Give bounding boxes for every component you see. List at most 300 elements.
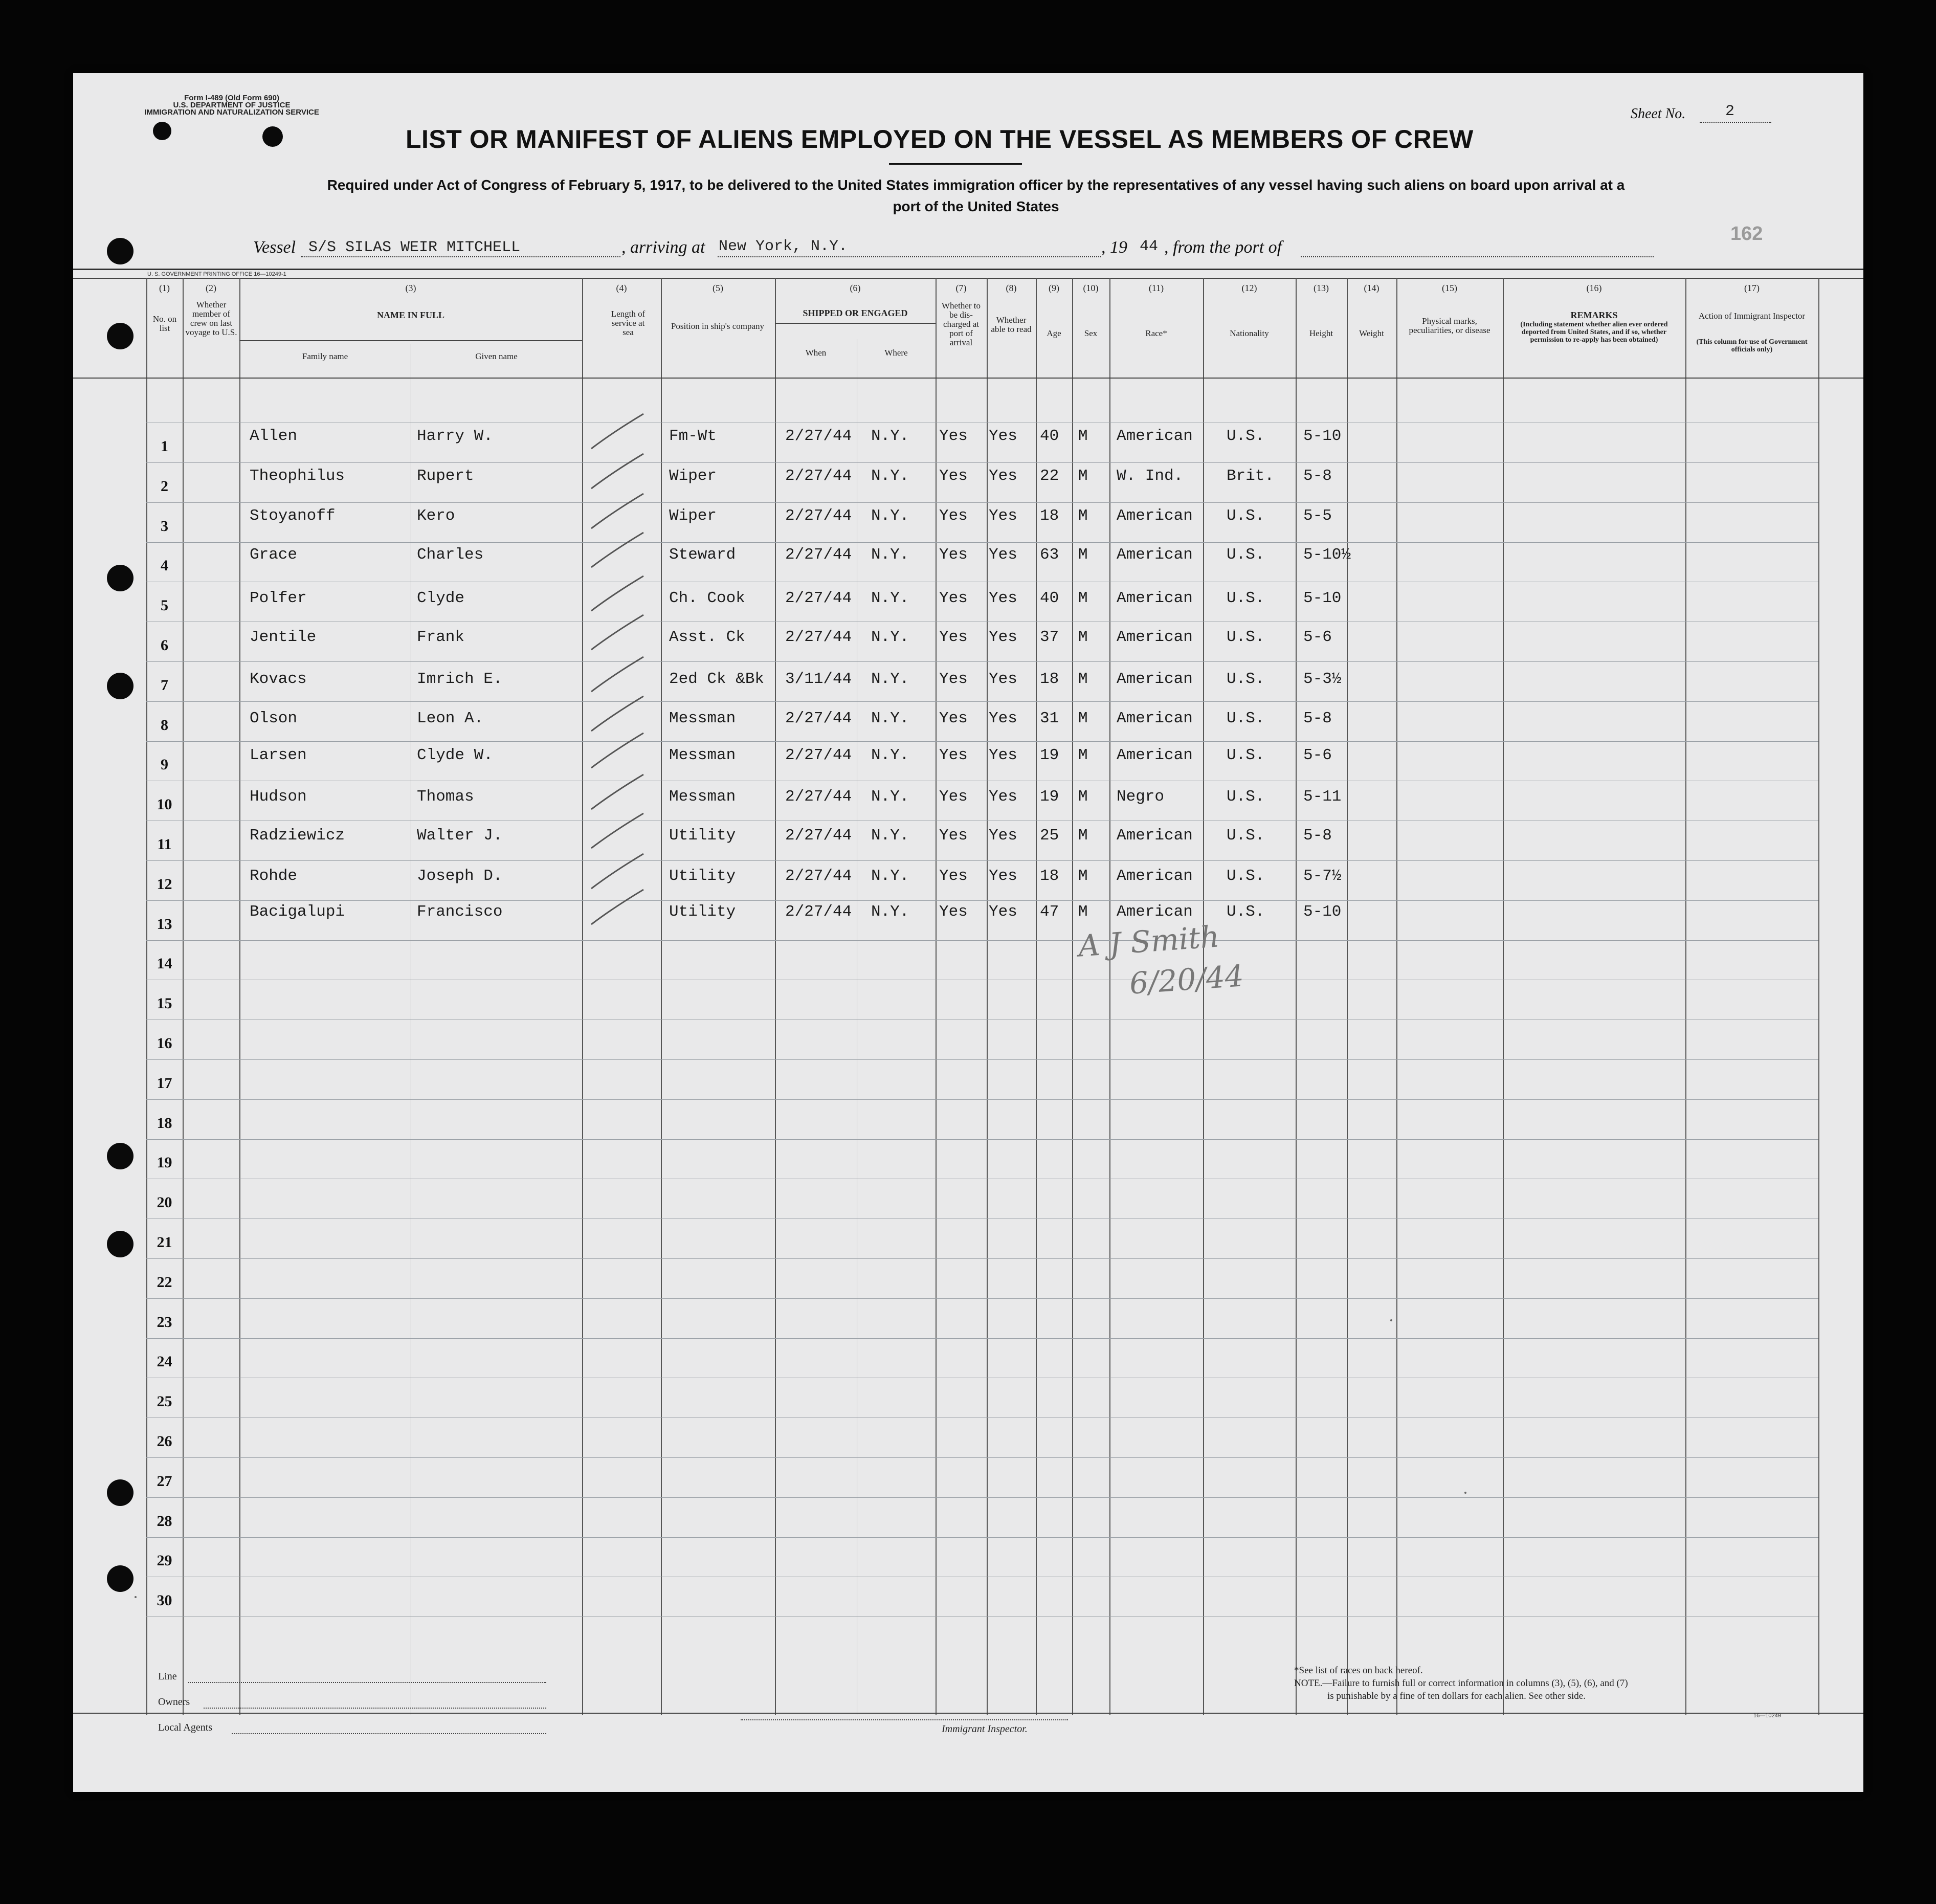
crew-position-cell: Utility bbox=[669, 867, 736, 885]
arriving-label: , arriving at bbox=[621, 238, 705, 257]
crew-sex-cell: M bbox=[1078, 589, 1088, 607]
crew-race-cell: American bbox=[1117, 867, 1193, 885]
inspector-label: Immigrant Inspector. bbox=[942, 1723, 1028, 1735]
punch-hole bbox=[107, 1143, 133, 1169]
service-checkmark bbox=[591, 494, 643, 528]
crew-race-cell: American bbox=[1117, 670, 1193, 688]
crew-nationality-cell: U.S. bbox=[1227, 827, 1265, 845]
col-header-physical-marks: Physical marks, peculiarities, or disease bbox=[1409, 316, 1490, 335]
crew-read-cell: Yes bbox=[989, 710, 1017, 727]
crew-given-cell: Joseph D. bbox=[417, 867, 503, 885]
col-header-height: Height bbox=[1309, 328, 1333, 338]
row-number: 30 bbox=[157, 1592, 172, 1609]
crew-discharged-cell: Yes bbox=[939, 507, 968, 525]
row-rule bbox=[146, 1338, 1818, 1339]
crew-family-cell: Kovacs bbox=[250, 670, 307, 688]
row-rule bbox=[146, 462, 1818, 463]
service-checkmark bbox=[591, 576, 643, 611]
crew-family-cell: Bacigalupi bbox=[250, 903, 345, 921]
crew-height-cell: 5-8 bbox=[1303, 467, 1332, 485]
sheet-line bbox=[1700, 122, 1771, 123]
crew-when-cell: 2/27/44 bbox=[785, 746, 852, 764]
crew-race-cell: American bbox=[1117, 710, 1193, 727]
crew-sex-cell: M bbox=[1078, 903, 1088, 921]
requirement-text bbox=[170, 174, 1782, 217]
col-header-age: Age bbox=[1047, 328, 1061, 338]
service-checkmark bbox=[591, 454, 643, 489]
crew-family-cell: Stoyanoff bbox=[250, 507, 336, 525]
row-rule bbox=[146, 1258, 1818, 1259]
col-number: (7) bbox=[955, 283, 967, 293]
crew-given-cell: Imrich E. bbox=[417, 670, 503, 688]
crew-family-cell: Radziewicz bbox=[250, 827, 345, 845]
crew-family-cell: Hudson bbox=[250, 788, 307, 806]
crew-age-cell: 18 bbox=[1040, 867, 1059, 885]
col-header-position: Position in ship's company bbox=[671, 321, 765, 331]
column-divider bbox=[1396, 278, 1397, 1715]
crew-read-cell: Yes bbox=[989, 827, 1017, 845]
column-divider bbox=[661, 278, 662, 1715]
col-header-name: NAME IN FULL bbox=[376, 310, 444, 320]
row-number: 21 bbox=[157, 1234, 172, 1251]
crew-given-cell: Francisco bbox=[417, 903, 503, 921]
crew-nationality-cell: U.S. bbox=[1227, 507, 1265, 525]
crew-height-cell: 5-10 bbox=[1303, 589, 1342, 607]
arriving-line bbox=[718, 256, 1101, 257]
crew-where-cell: N.Y. bbox=[871, 628, 909, 646]
crew-sex-cell: M bbox=[1078, 467, 1088, 485]
column-divider bbox=[183, 278, 184, 1715]
punch-hole bbox=[107, 238, 133, 264]
crew-when-cell: 2/27/44 bbox=[785, 467, 852, 485]
crew-height-cell: 5-6 bbox=[1303, 628, 1332, 646]
vessel-name: S/S SILAS WEIR MITCHELL bbox=[308, 239, 521, 256]
row-number: 3 bbox=[161, 517, 168, 535]
service-checkmark bbox=[591, 657, 643, 692]
crew-given-cell: Harry W. bbox=[417, 427, 493, 445]
crew-discharged-cell: Yes bbox=[939, 467, 968, 485]
crew-given-cell: Walter J. bbox=[417, 827, 503, 845]
crew-where-cell: N.Y. bbox=[871, 670, 909, 688]
crew-given-cell: Kero bbox=[417, 507, 455, 525]
crew-read-cell: Yes bbox=[989, 546, 1017, 564]
row-number: 25 bbox=[157, 1393, 172, 1410]
service-checkmark bbox=[591, 813, 643, 848]
crew-nationality-cell: Brit. bbox=[1227, 467, 1275, 485]
arriving-port: New York, N.Y. bbox=[719, 238, 848, 255]
service-checkmark bbox=[591, 615, 643, 650]
crew-nationality-cell: U.S. bbox=[1227, 670, 1265, 688]
crew-where-cell: N.Y. bbox=[871, 746, 909, 764]
column-divider bbox=[1685, 278, 1686, 1715]
crew-height-cell: 5-8 bbox=[1303, 710, 1332, 727]
row-number: 12 bbox=[157, 875, 172, 893]
service-checkmark bbox=[591, 533, 643, 567]
year-value: 44 bbox=[1140, 238, 1159, 255]
row-number: 9 bbox=[161, 756, 168, 773]
crew-sex-cell: M bbox=[1078, 827, 1088, 845]
col-header-discharged: Whether to be dis-charged at port of arrival bbox=[942, 301, 981, 347]
crew-where-cell: N.Y. bbox=[871, 507, 909, 525]
row-rule bbox=[146, 1298, 1818, 1299]
col-header-remarks-note: (Including statement whether alien ever ordered deported from United States, and if so, whether permission to re-apply has been obtained) bbox=[1520, 321, 1668, 344]
crew-when-cell: 2/27/44 bbox=[785, 867, 852, 885]
crew-when-cell: 2/27/44 bbox=[785, 788, 852, 806]
service-checkmark bbox=[591, 890, 643, 924]
crew-race-cell: American bbox=[1117, 903, 1193, 921]
column-divider bbox=[1818, 278, 1819, 1715]
crew-height-cell: 5-5 bbox=[1303, 507, 1332, 525]
crew-sex-cell: M bbox=[1078, 867, 1088, 885]
punch-hole bbox=[262, 126, 283, 147]
crew-height-cell: 5-10½ bbox=[1303, 546, 1351, 564]
col-header-last-voyage: Whether member of crew on last voyage to U.S. bbox=[185, 300, 237, 337]
crew-read-cell: Yes bbox=[989, 746, 1017, 764]
crew-sex-cell: M bbox=[1078, 710, 1088, 727]
column-divider bbox=[239, 278, 240, 1715]
department: U.S. DEPARTMENT OF JUSTICE bbox=[173, 101, 291, 109]
line-field bbox=[188, 1682, 546, 1683]
punch-hole bbox=[107, 565, 133, 591]
crew-family-cell: Grace bbox=[250, 546, 298, 564]
crew-discharged-cell: Yes bbox=[939, 903, 968, 921]
row-rule bbox=[146, 1537, 1818, 1538]
row-number: 23 bbox=[157, 1313, 172, 1331]
crew-nationality-cell: U.S. bbox=[1227, 903, 1265, 921]
crew-age-cell: 63 bbox=[1040, 546, 1059, 564]
crew-nationality-cell: U.S. bbox=[1227, 427, 1265, 445]
col-number: (11) bbox=[1148, 283, 1164, 293]
punch-hole bbox=[107, 1231, 133, 1257]
requirement-line: port of the United States bbox=[893, 198, 1059, 214]
crew-sex-cell: M bbox=[1078, 746, 1088, 764]
crew-age-cell: 18 bbox=[1040, 507, 1059, 525]
col-header-nationality: Nationality bbox=[1230, 328, 1269, 338]
crew-nationality-cell: U.S. bbox=[1227, 867, 1265, 885]
crew-nationality-cell: U.S. bbox=[1227, 628, 1265, 646]
crew-position-cell: Asst. Ck bbox=[669, 628, 745, 646]
row-number: 10 bbox=[157, 796, 172, 813]
crew-family-cell: Theophilus bbox=[250, 467, 345, 485]
crew-given-cell: Frank bbox=[417, 628, 465, 646]
crew-sex-cell: M bbox=[1078, 628, 1088, 646]
crew-age-cell: 47 bbox=[1040, 903, 1059, 921]
crew-family-cell: Jentile bbox=[250, 628, 317, 646]
service: IMMIGRATION AND NATURALIZATION SERVICE bbox=[144, 108, 319, 117]
crew-sex-cell: M bbox=[1078, 427, 1088, 445]
crew-when-cell: 2/27/44 bbox=[785, 628, 852, 646]
service-checkmark bbox=[591, 854, 643, 889]
crew-read-cell: Yes bbox=[989, 628, 1017, 646]
crew-read-cell: Yes bbox=[989, 467, 1017, 485]
crew-discharged-cell: Yes bbox=[939, 628, 968, 646]
row-number: 5 bbox=[161, 597, 168, 614]
crew-where-cell: N.Y. bbox=[871, 589, 909, 607]
service-checkmark bbox=[591, 696, 643, 731]
row-rule bbox=[146, 542, 1818, 543]
crew-given-cell: Thomas bbox=[417, 788, 474, 806]
crew-age-cell: 19 bbox=[1040, 746, 1059, 764]
crew-height-cell: 5-8 bbox=[1303, 827, 1332, 845]
col-header-sex: Sex bbox=[1084, 328, 1098, 338]
form-id bbox=[140, 95, 324, 116]
row-rule bbox=[146, 860, 1818, 861]
crew-age-cell: 22 bbox=[1040, 467, 1059, 485]
service-checkmark bbox=[591, 733, 643, 768]
col-header-inspector-action: Action of Immigrant Inspector bbox=[1698, 311, 1806, 321]
crew-position-cell: Utility bbox=[669, 903, 736, 921]
crew-age-cell: 31 bbox=[1040, 710, 1059, 727]
punch-hole bbox=[153, 122, 171, 140]
crew-when-cell: 2/27/44 bbox=[785, 589, 852, 607]
crew-race-cell: W. Ind. bbox=[1117, 467, 1184, 485]
col-number: (10) bbox=[1083, 283, 1099, 293]
row-rule bbox=[146, 940, 1818, 941]
crew-discharged-cell: Yes bbox=[939, 788, 968, 806]
column-divider bbox=[1503, 278, 1504, 1715]
form-code: 16—10249 bbox=[1753, 1713, 1781, 1719]
column-divider bbox=[775, 278, 776, 1715]
crew-when-cell: 2/27/44 bbox=[785, 710, 852, 727]
row-rule bbox=[146, 701, 1818, 702]
col-header-remarks: REMARKS bbox=[1570, 310, 1618, 320]
col-header-service: Length of service at sea bbox=[611, 309, 646, 337]
row-number: 14 bbox=[157, 955, 172, 972]
crew-discharged-cell: Yes bbox=[939, 827, 968, 845]
crew-discharged-cell: Yes bbox=[939, 589, 968, 607]
crew-discharged-cell: Yes bbox=[939, 546, 968, 564]
crew-family-cell: Allen bbox=[250, 427, 298, 445]
owners-field bbox=[204, 1708, 546, 1709]
crew-read-cell: Yes bbox=[989, 427, 1017, 445]
row-number: 29 bbox=[157, 1552, 172, 1569]
row-number: 8 bbox=[161, 716, 168, 734]
col-number: (1) bbox=[159, 283, 170, 293]
col-header-shipped: SHIPPED OR ENGAGED bbox=[803, 308, 908, 318]
crew-read-cell: Yes bbox=[989, 589, 1017, 607]
row-rule bbox=[146, 1099, 1818, 1100]
crew-race-cell: American bbox=[1117, 827, 1193, 845]
crew-age-cell: 19 bbox=[1040, 788, 1059, 806]
col-header-when: When bbox=[805, 348, 827, 358]
crew-position-cell: Steward bbox=[669, 546, 736, 564]
row-number: 28 bbox=[157, 1512, 172, 1530]
col-number: (9) bbox=[1049, 283, 1059, 293]
crew-discharged-cell: Yes bbox=[939, 867, 968, 885]
col-number: (8) bbox=[1006, 283, 1017, 293]
row-number: 2 bbox=[161, 477, 168, 495]
race-footnote: *See list of races on back hereof. bbox=[1294, 1665, 1423, 1676]
crew-age-cell: 40 bbox=[1040, 427, 1059, 445]
crew-read-cell: Yes bbox=[989, 788, 1017, 806]
crew-position-cell: Fm-Wt bbox=[669, 427, 717, 445]
subheader-rule bbox=[775, 323, 936, 324]
col-header-where: Where bbox=[884, 348, 908, 358]
col-header-family-name: Family name bbox=[302, 351, 348, 361]
row-rule bbox=[146, 1497, 1818, 1498]
row-number: 27 bbox=[157, 1472, 172, 1490]
crew-height-cell: 5-7½ bbox=[1303, 867, 1342, 885]
row-rule bbox=[146, 502, 1818, 503]
column-divider bbox=[1203, 278, 1204, 1715]
row-number: 15 bbox=[157, 995, 172, 1012]
line-label: Line bbox=[158, 1671, 177, 1682]
page-title: LIST OR MANIFEST OF ALIENS EMPLOYED ON THE VESSEL AS MEMBERS OF CREW bbox=[406, 125, 1474, 153]
crew-where-cell: N.Y. bbox=[871, 546, 909, 564]
crew-when-cell: 2/27/44 bbox=[785, 827, 852, 845]
row-number: 26 bbox=[157, 1433, 172, 1450]
crew-sex-cell: M bbox=[1078, 546, 1088, 564]
crew-position-cell: Wiper bbox=[669, 507, 717, 525]
col-number: (5) bbox=[713, 283, 723, 293]
crew-when-cell: 2/27/44 bbox=[785, 546, 852, 564]
crew-race-cell: American bbox=[1117, 546, 1193, 564]
crew-read-cell: Yes bbox=[989, 507, 1017, 525]
row-number: 1 bbox=[161, 438, 168, 455]
col-header-no: No. on list bbox=[152, 314, 177, 333]
crew-position-cell: Ch. Cook bbox=[669, 589, 745, 607]
row-rule bbox=[146, 900, 1818, 901]
crew-where-cell: N.Y. bbox=[871, 903, 909, 921]
crew-age-cell: 37 bbox=[1040, 628, 1059, 646]
crew-given-cell: Clyde W. bbox=[417, 746, 493, 764]
crew-read-cell: Yes bbox=[989, 903, 1017, 921]
row-number: 20 bbox=[157, 1194, 172, 1211]
crew-race-cell: Negro bbox=[1117, 788, 1165, 806]
col-number: (4) bbox=[616, 283, 627, 293]
header-rule bbox=[73, 278, 1863, 279]
crew-race-cell: American bbox=[1117, 628, 1193, 646]
handwritten-signature: A J Smith bbox=[1077, 919, 1220, 964]
row-number: 7 bbox=[161, 676, 168, 694]
col-header-inspector-note: (This column for use of Government officials only) bbox=[1696, 338, 1808, 353]
form-number: Form I-489 (Old Form 690) bbox=[184, 94, 279, 102]
col-number: (15) bbox=[1442, 283, 1457, 293]
column-divider bbox=[1072, 278, 1073, 1715]
crew-sex-cell: M bbox=[1078, 507, 1088, 525]
local-agents-field bbox=[232, 1733, 546, 1734]
column-divider bbox=[936, 278, 937, 1715]
stray-mark bbox=[1464, 1492, 1466, 1494]
punch-hole bbox=[107, 1479, 133, 1506]
header-bottom-rule bbox=[73, 378, 1863, 379]
crew-nationality-cell: U.S. bbox=[1227, 746, 1265, 764]
table-bottom-rule bbox=[73, 1713, 1863, 1714]
crew-when-cell: 2/27/44 bbox=[785, 427, 852, 445]
col-number: (2) bbox=[206, 283, 216, 293]
row-number: 4 bbox=[161, 557, 168, 574]
crew-nationality-cell: U.S. bbox=[1227, 788, 1265, 806]
col-header-race: Race* bbox=[1145, 328, 1167, 338]
crew-height-cell: 5-10 bbox=[1303, 903, 1342, 921]
sheet-number: 2 bbox=[1725, 103, 1735, 120]
row-number: 18 bbox=[157, 1114, 172, 1132]
row-number: 22 bbox=[157, 1273, 172, 1291]
crew-sex-cell: M bbox=[1078, 788, 1088, 806]
from-port-label: , from the port of bbox=[1164, 238, 1282, 257]
col-number: (17) bbox=[1744, 283, 1760, 293]
from-port-line bbox=[1301, 256, 1654, 257]
stamp-number: 162 bbox=[1730, 223, 1763, 245]
col-number: (12) bbox=[1241, 283, 1257, 293]
crew-sex-cell: M bbox=[1078, 670, 1088, 688]
crew-discharged-cell: Yes bbox=[939, 746, 968, 764]
col-number: (16) bbox=[1586, 283, 1602, 293]
crew-when-cell: 2/27/44 bbox=[785, 903, 852, 921]
service-checkmarks bbox=[582, 380, 661, 994]
punch-hole bbox=[107, 323, 133, 349]
column-divider bbox=[1109, 278, 1110, 1715]
penalty-note-cont: is punishable by a fine of ten dollars for each alien. See other side. bbox=[1327, 1691, 1586, 1701]
crew-position-cell: Messman bbox=[669, 710, 736, 727]
service-checkmark bbox=[591, 774, 643, 809]
row-rule bbox=[146, 661, 1818, 662]
subheader-rule bbox=[239, 340, 582, 341]
crew-given-cell: Charles bbox=[417, 546, 484, 564]
row-number: 24 bbox=[157, 1353, 172, 1370]
vessel-line bbox=[301, 256, 620, 257]
crew-where-cell: N.Y. bbox=[871, 827, 909, 845]
row-rule bbox=[146, 741, 1818, 742]
crew-height-cell: 5-6 bbox=[1303, 746, 1332, 764]
crew-race-cell: American bbox=[1117, 746, 1193, 764]
crew-nationality-cell: U.S. bbox=[1227, 710, 1265, 727]
col-number: (14) bbox=[1364, 283, 1379, 293]
manifest-sheet bbox=[73, 73, 1863, 1792]
crew-age-cell: 18 bbox=[1040, 670, 1059, 688]
vessel-label: Vessel bbox=[253, 238, 296, 257]
stray-mark bbox=[1390, 1319, 1392, 1321]
inspector-signature-line bbox=[741, 1719, 1068, 1720]
year-label: , 19 bbox=[1101, 238, 1127, 257]
crew-where-cell: N.Y. bbox=[871, 427, 909, 445]
printing-office: U. S. GOVERNMENT PRINTING OFFICE 16—10249-1 bbox=[147, 271, 286, 277]
row-number: 6 bbox=[161, 637, 168, 654]
crew-position-cell: 2ed Ck &Bk bbox=[669, 670, 765, 688]
column-divider bbox=[987, 278, 988, 1715]
handwritten-date: 6/20/44 bbox=[1128, 958, 1245, 1001]
crew-when-cell: 3/11/44 bbox=[785, 670, 852, 688]
row-rule bbox=[146, 1457, 1818, 1458]
crew-position-cell: Utility bbox=[669, 827, 736, 845]
crew-age-cell: 25 bbox=[1040, 827, 1059, 845]
row-number: 17 bbox=[157, 1074, 172, 1092]
crew-race-cell: American bbox=[1117, 589, 1193, 607]
penalty-note: NOTE.—Failure to furnish full or correct information in columns (3), (5), (6), and (7) bbox=[1294, 1678, 1628, 1689]
title-rule bbox=[889, 163, 1022, 165]
requirement-line: Required under Act of Congress of February 5, 1917, to be delivered to the United States immigration officer by the representatives of any vessel having such aliens on board upon arrival at a bbox=[327, 177, 1625, 193]
crew-family-cell: Larsen bbox=[250, 746, 307, 764]
sheet-label: Sheet No. bbox=[1631, 106, 1686, 122]
col-header-weight: Weight bbox=[1359, 328, 1384, 338]
col-header-given-name: Given name bbox=[475, 351, 518, 361]
crew-where-cell: N.Y. bbox=[871, 710, 909, 727]
crew-discharged-cell: Yes bbox=[939, 710, 968, 727]
crew-given-cell: Clyde bbox=[417, 589, 465, 607]
crew-discharged-cell: Yes bbox=[939, 670, 968, 688]
stray-mark bbox=[135, 1596, 137, 1598]
crew-height-cell: 5-10 bbox=[1303, 427, 1342, 445]
row-number: 16 bbox=[157, 1035, 172, 1052]
crew-read-cell: Yes bbox=[989, 867, 1017, 885]
crew-where-cell: N.Y. bbox=[871, 467, 909, 485]
crew-family-cell: Rohde bbox=[250, 867, 298, 885]
punch-hole bbox=[107, 673, 133, 699]
row-number: 11 bbox=[157, 836, 172, 853]
col-number: (3) bbox=[405, 283, 416, 293]
crew-family-cell: Polfer bbox=[250, 589, 307, 607]
crew-nationality-cell: U.S. bbox=[1227, 589, 1265, 607]
